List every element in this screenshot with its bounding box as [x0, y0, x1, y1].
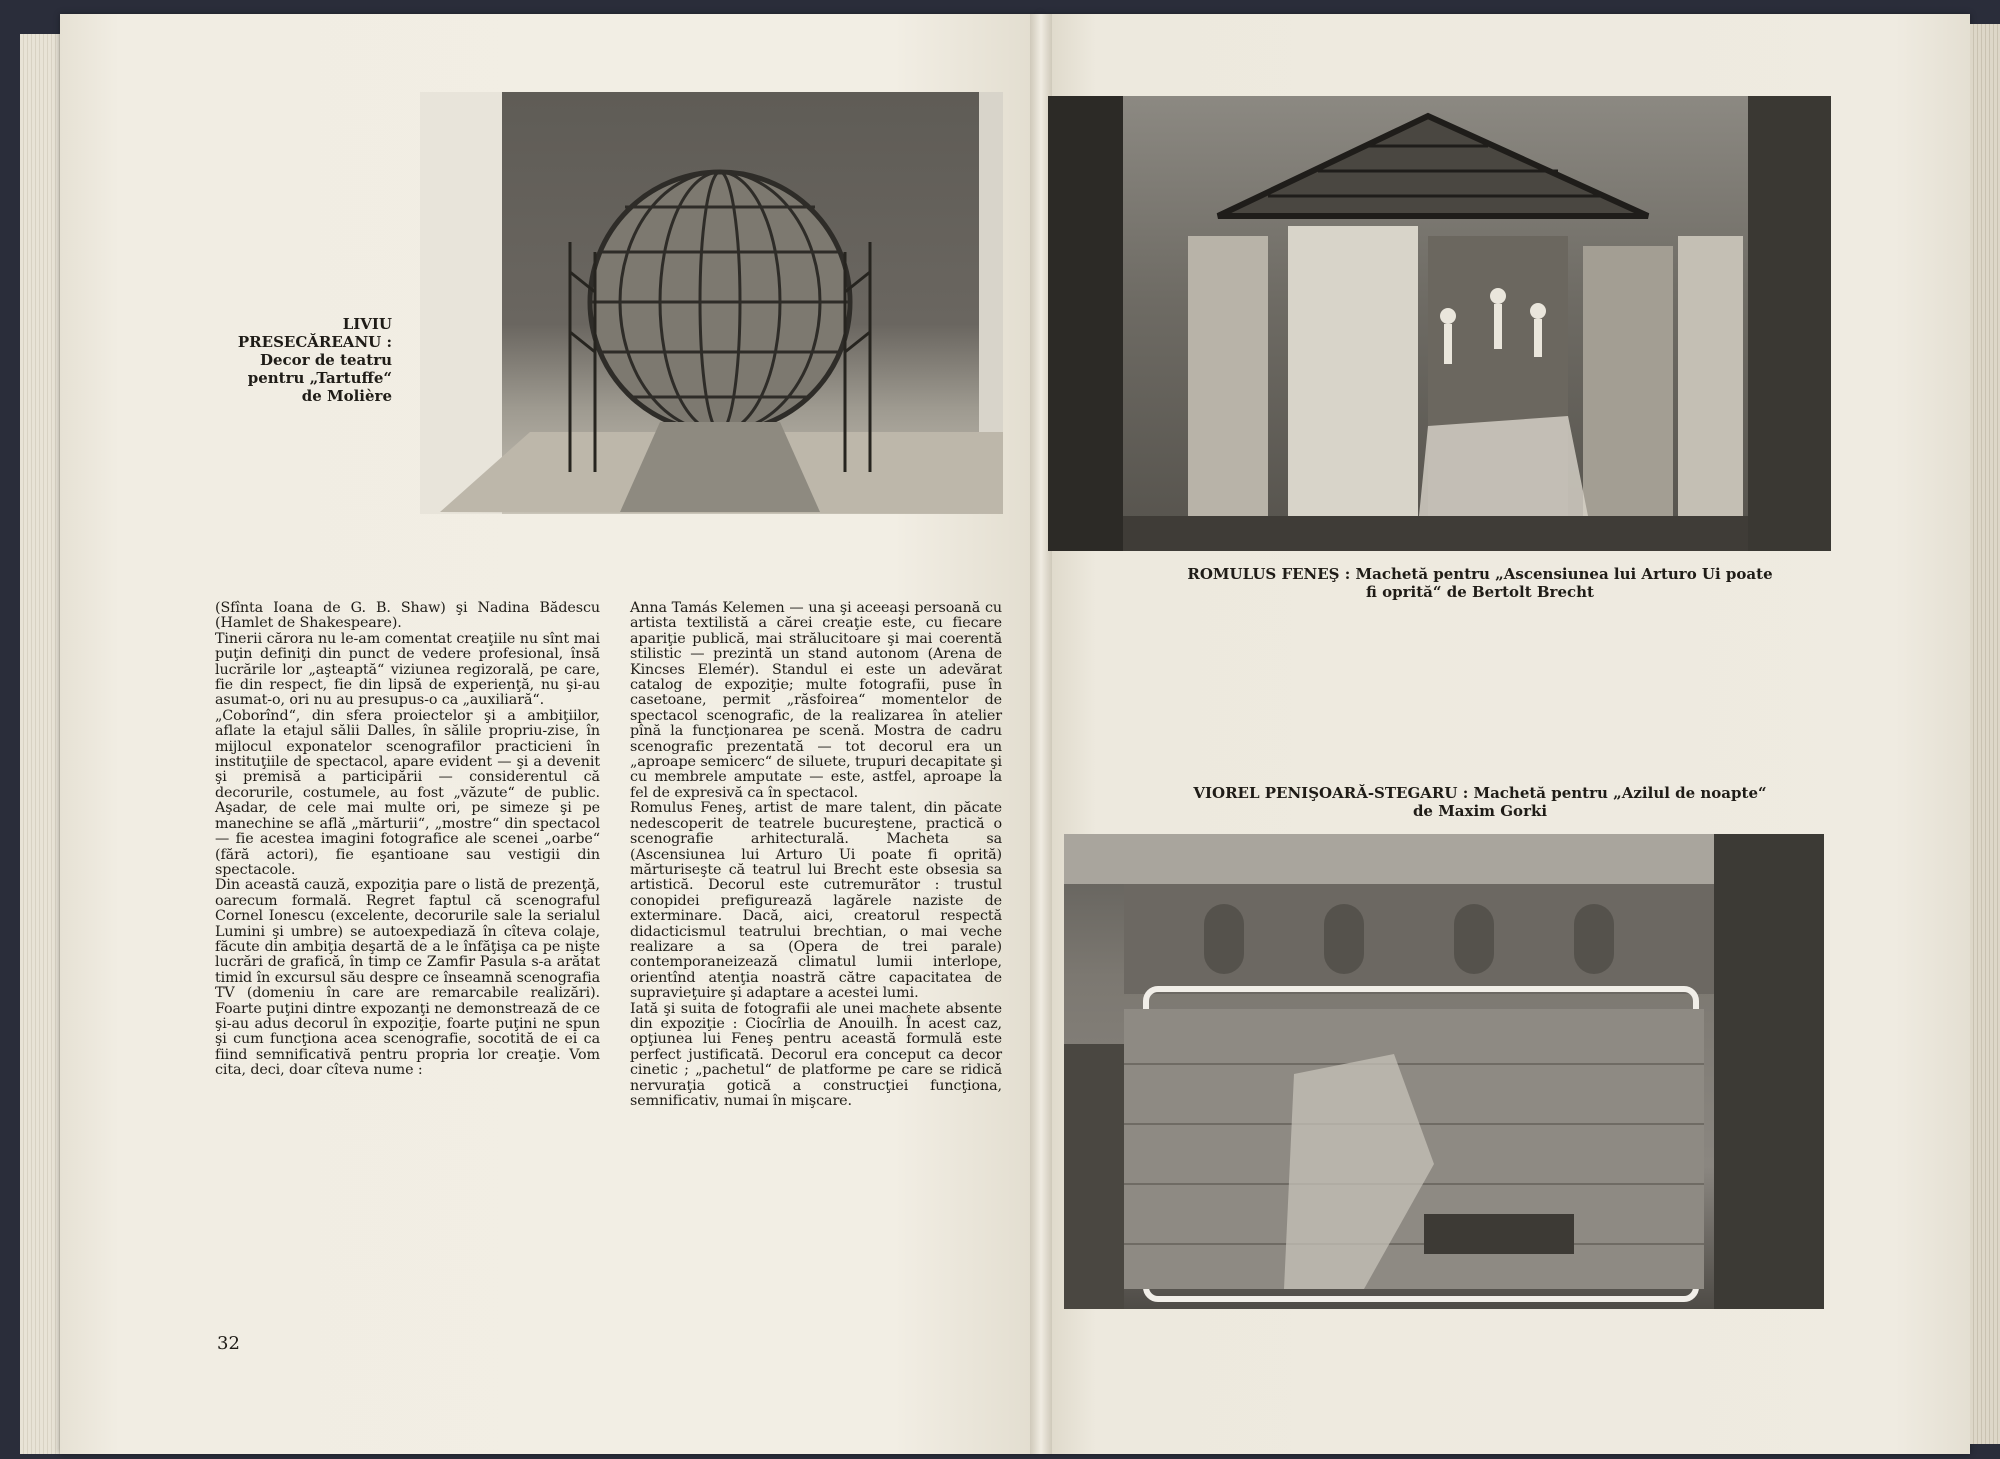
caption-azilul-line2: de Maxim Gorki [1412, 802, 1548, 820]
caption-azilul-de-noapte [1120, 784, 1840, 820]
caption-tartuffe-line2: PRESECĂREANU : [237, 333, 392, 351]
photo-tartuffe-set [420, 92, 1003, 514]
paragraph: „Coborînd“, din sfera proiectelor şi a ambiţiilor, aflate la etajul sălii Dalles, în sălile propriu-zise, în mijlocul exponatelor scenografilor practicieni în instituţiile de spectacol, apare evident — şi a devenit şi premisă a participării — considerentul că decorurile, costumele, au fost „văzute“ de public. Aşadar, de cele mai multe ori, pe simeze şi pe manechine se află „mărturii“, „mostre“ din spectacol — fie acestea imagini fotografice ale scenei „oarbe“ (fără actori), fie eşantioane sau vestigii din spectacole. [215, 707, 600, 878]
caption-arturo-ui [1120, 565, 1840, 601]
caption-arturo-ui-line1: ROMULUS FENEŞ : Machetă pentru „Ascensiunea lui Arturo Ui poate [1187, 565, 1773, 583]
paragraph: (Sfînta Ioana de G. B. Shaw) şi Nadina Bădescu (Hamlet de Shakespeare). [215, 600, 600, 632]
paragraph: Tinerii cărora nu le-am comentat creaţiile nu sînt mai puţin definiţi din punct de vedere profesional, însă lucrările lor „aşteaptă“ viziunea regizorală, pe care, fie din respect, fie din lipsă de experienţă, nu şi-au asumat-o, ori nu au presupus-o ca „auxiliară“. [215, 630, 600, 709]
caption-tartuffe [200, 315, 392, 405]
article-column-1 [215, 601, 600, 1079]
article-column-2 [630, 601, 1002, 1109]
paragraph: Iată şi suita de fotografii ale unei machete absente din expoziţie : Ciocîrlia de Anouilh. În acest caz, opţiunea lui Feneş pentru această formulă este perfect justificată. Decorul era conceput ca decor cinetic ; „pachetul“ de platforme pe care se ridică nervuraţia gotică a construcţiei funcţiona, semnificativ, numai în mişcare. [630, 1000, 1002, 1109]
photo-arturo-ui-set [1048, 96, 1831, 551]
photo-azilul-de-noapte-set [1064, 834, 1824, 1309]
page-number: 32 [217, 1333, 240, 1354]
caption-tartuffe-line3: Decor de teatru [260, 351, 392, 369]
page-edges-right [1970, 24, 2000, 1444]
caption-azilul-line1: VIOREL PENIŞOARĂ-STEGARU : Machetă pentru „Azilul de noapte“ [1193, 784, 1767, 802]
caption-arturo-ui-line2: fi oprită“ de Bertolt Brecht [1366, 583, 1594, 601]
caption-tartuffe-line5: de Molière [301, 387, 392, 405]
paragraph: Anna Tamás Kelemen — una şi aceeaşi persoană cu artista textilistă a cărei creaţie este, cu fiecare apariţie publică, mai strălucitoare şi mai coerentă stilistic — prezintă un stand autonom (Arena de Kincses Elemér). Standul ei este un adevărat catalog de expoziţie; multe fotografii, puse în casetoane, permit „răsfoirea“ momentelor de spectacol scenografic, de la realizarea în atelier pînă la funcţionarea pe scenă. Mostra de cadru scenografic prezentată — tot decorul era un „aproape semicerc“ de siluete, trupuri decapitate şi cu membrele amputate — este, astfel, aproape la fel de expresivă ca în spectacol. [630, 600, 1002, 801]
paragraph: Din această cauză, expoziţia pare o listă de prezenţă, oarecum formală. Regret faptul că scenograful Cornel Ionescu (excelente, decorurile sale la serialul Lumini şi umbre) se autoexpediază în cîteva colaje, făcute din ambiţia deşartă de a le înfăţişa ca pe nişte lucrări de grafică, în timp ce Zamfir Pasula s-a arătat timid în excursul său despre ce înseamnă scenografia TV (domeniu în care are remarcabile realizări). Foarte puţini dintre expozanţi ne demonstrează de ce şi-au adus decorul în expoziţie, foarte puţini ne spun şi cum funcţiona acea scenografie, socotită de ei ca fiind semnificativă pentru propria lor creaţie. Vom cita, deci, doar cîteva nume : [215, 877, 600, 1079]
page-edges-left [20, 34, 64, 1454]
caption-tartuffe-line1: LIVIU [342, 315, 392, 333]
caption-tartuffe-line4: pentru „Tartuffe“ [247, 369, 392, 387]
paragraph: Romulus Feneş, artist de mare talent, din păcate nedescoperit de teatrele bucureştene, practică o scenografie arhitecturală. Macheta sa (Ascensiunea lui Arturo Ui poate fi oprită) mărturiseşte că teatrul lui Brecht este obsesia sa artistică. Decorul este cutremurător : trustul conopidei prefigurează lagărele naziste de exterminare. Dacă, aici, creatorul respectă didacticismul teatrului brechtian, o mai veche realizare a sa (Opera de trei parale) contemporaneizează climatul lumii interlope, orientînd atenţia noastră către capacitatea de supravieţuire şi adaptare a acestei lumi. [630, 800, 1002, 1002]
